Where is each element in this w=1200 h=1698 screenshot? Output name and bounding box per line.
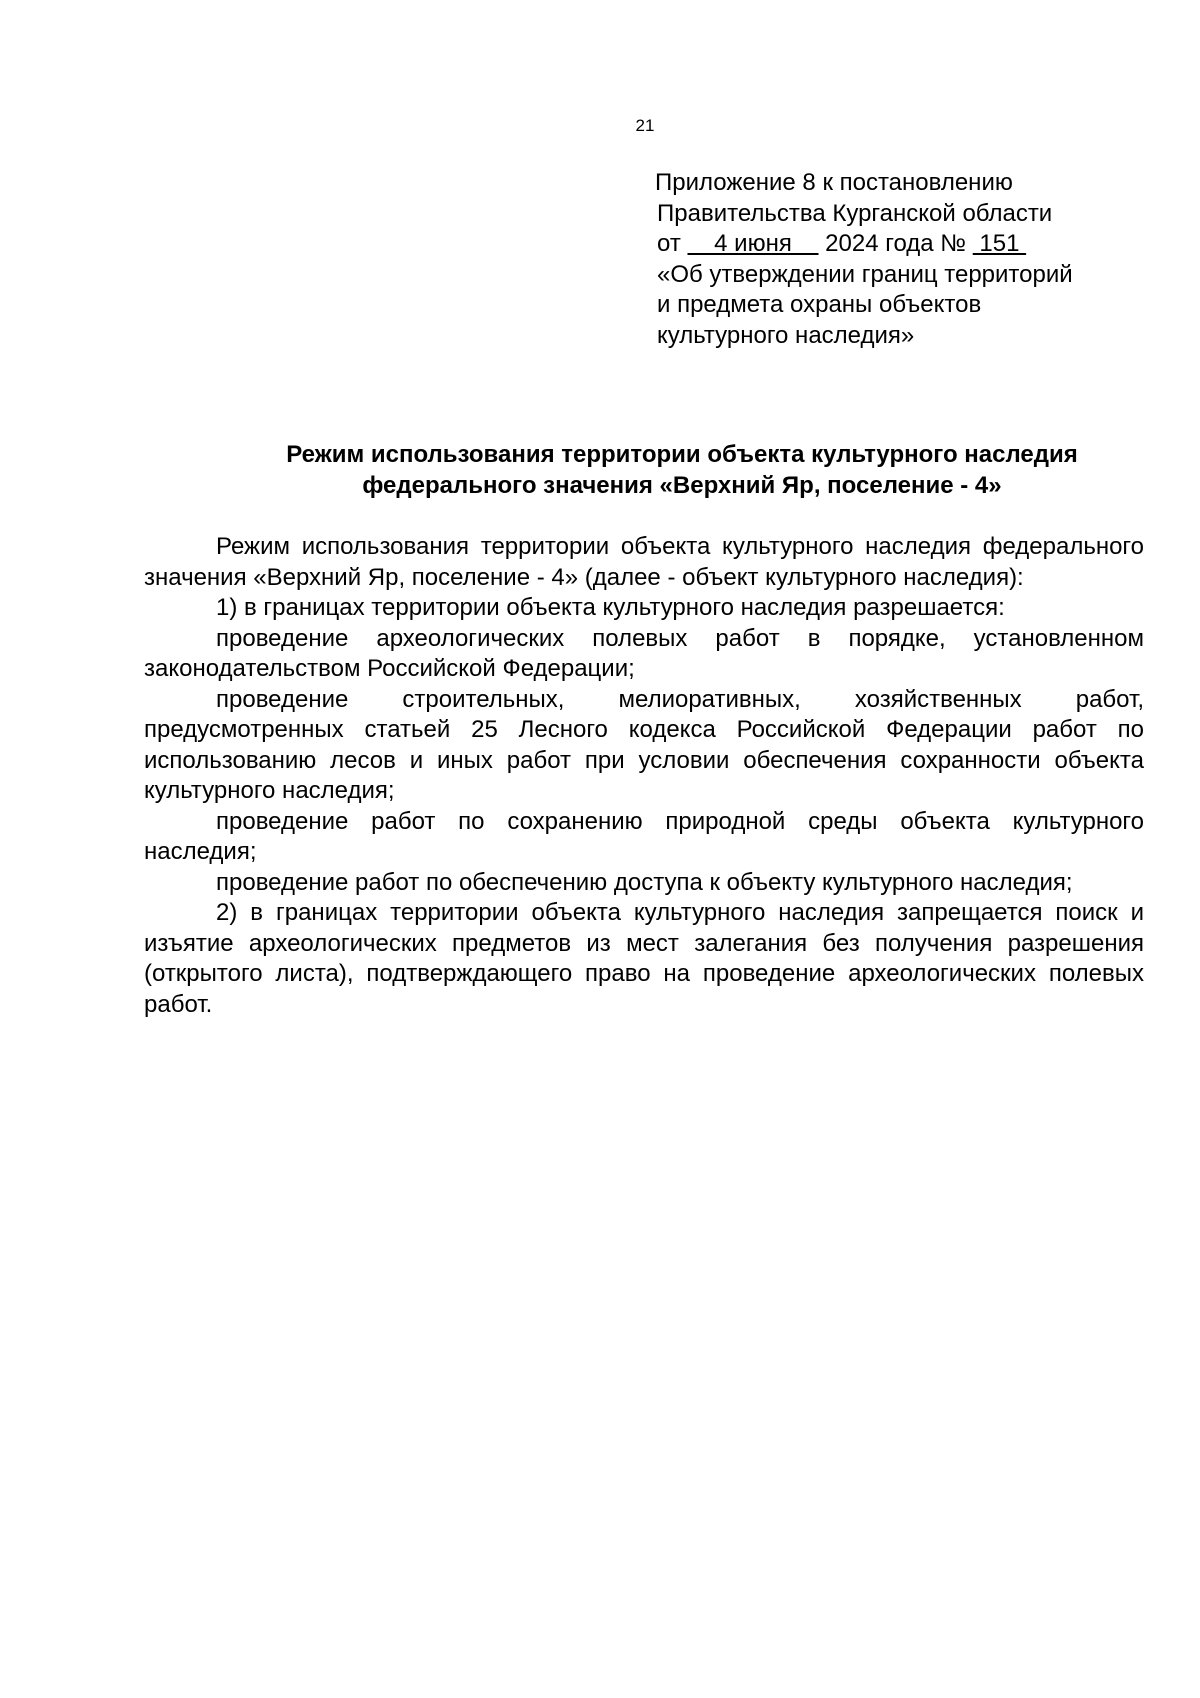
appendix-number: 151 — [972, 230, 1027, 257]
body-paragraph: 1) в границах территории объекта культурного наследия разрешается: — [216, 594, 1005, 621]
page-number: 21 — [635, 116, 655, 135]
body-paragraph: проведение археологических полевых работ в порядке, установленном законодательством Российской Федерации; — [144, 624, 1144, 682]
body-paragraph: проведение работ по обеспечению доступа к объекту культурного наследия; — [216, 868, 1073, 896]
document-title — [144, 440, 1144, 501]
appendix-date-line — [655, 229, 1175, 260]
body-paragraph: проведение работ по сохранению природной среды объекта культурного наследия; — [144, 807, 1144, 865]
document-title-line-1: Режим использования территории объекта культурного наследия — [286, 441, 1078, 468]
appendix-date: 4 июня — [687, 230, 819, 257]
appendix-from-label: от — [657, 230, 681, 257]
body-paragraph: Режим использования территории объекта культурного наследия федерального значения «Верхний Яр, поселение - 4» (далее - объект культурного наследия): — [144, 533, 1144, 591]
appendix-line-6: культурного наследия» — [657, 321, 915, 349]
body-paragraph: проведение строительных, мелиоративных, хозяйственных работ, предусмотренных статьей 25 Лесного кодекса Российской Федерации работ по использованию лесов и иных работ при условии обеспечения сохранности объекта культурного наследия; — [144, 685, 1144, 804]
appendix-line-5: и предмета охраны объектов — [657, 291, 982, 318]
appendix-line-4: «Об утверждении границ территорий — [657, 260, 1073, 288]
appendix-block — [655, 168, 1175, 351]
appendix-year-label: 2024 года № — [825, 230, 967, 257]
body-paragraph: 2) в границах территории объекта культурного наследия запрещается поиск и изъятие археологических предметов из мест залегания без получения разрешения (открытого листа), подтверждающего право на проведение археологических полевых работ. — [144, 899, 1144, 1018]
appendix-line-2: Правительства Курганской области — [657, 199, 1053, 227]
document-title-line-2: федерального значения «Верхний Яр, поселение - 4» — [362, 471, 1002, 499]
document-body — [144, 532, 1144, 1020]
appendix-line-1: Приложение 8 к постановлению — [655, 169, 1013, 196]
